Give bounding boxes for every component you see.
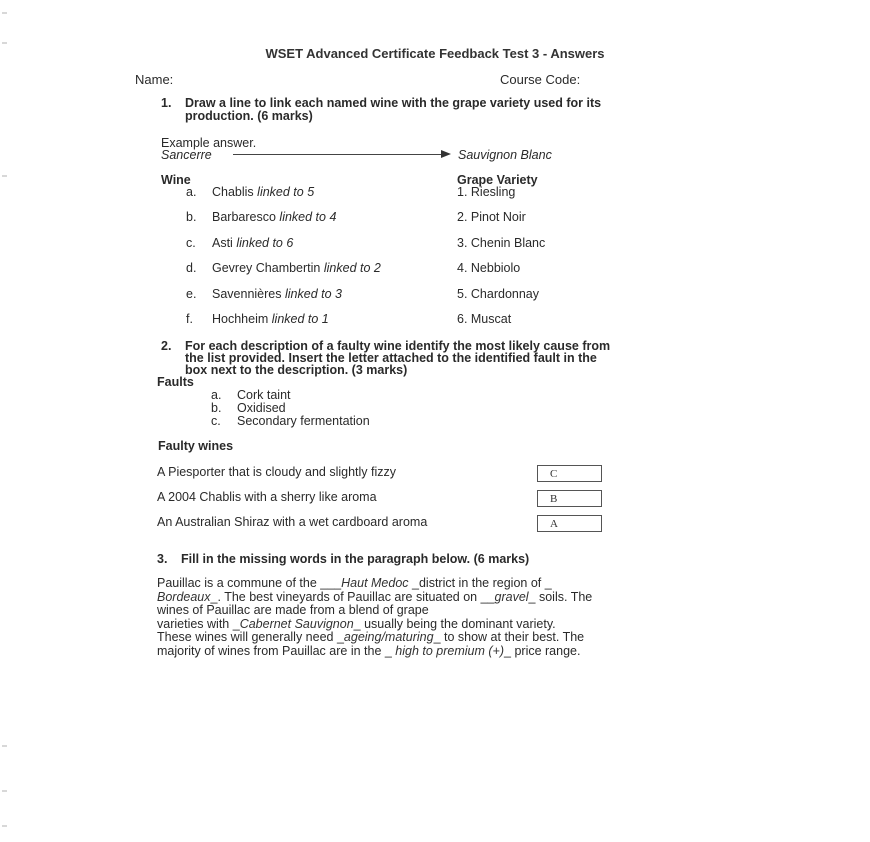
paragraph-text: _ soils. The xyxy=(528,589,593,604)
grape-item: 6. Muscat xyxy=(457,312,512,326)
faulty-wines-header: Faulty wines xyxy=(158,439,234,453)
filled-answer: Bordeaux xyxy=(157,589,211,604)
wine-letter: b. xyxy=(186,210,197,224)
filled-answer: Haut Medoc xyxy=(341,576,413,590)
filled-answer: ageing/maturing xyxy=(343,630,434,645)
faulty-wine-description: A 2004 Chablis with a sherry like aroma xyxy=(157,490,377,504)
wine-item xyxy=(186,236,293,250)
answer-box: C xyxy=(537,465,602,482)
paragraph-text: Pauillac is a commune of the ___ xyxy=(157,576,342,590)
wine-item xyxy=(186,287,342,301)
wine-item xyxy=(186,185,314,199)
q3-number: 3. xyxy=(157,552,168,566)
wine-name: Barbaresco xyxy=(212,210,276,224)
paragraph-text: varieties with _ xyxy=(157,616,240,631)
course-code-label: Course Code: xyxy=(500,72,581,87)
document-title: WSET Advanced Certificate Feedback Test 3 - Answers xyxy=(265,46,605,61)
scan-artifact xyxy=(2,175,7,177)
paragraph-text: majority of wines from Pauillac are in the _ xyxy=(157,643,396,658)
wine-header: Wine xyxy=(161,173,191,187)
q1-heading xyxy=(161,96,601,110)
fault-item xyxy=(211,401,286,415)
wine-letter: e. xyxy=(186,287,197,301)
q2-number: 2. xyxy=(161,339,172,353)
wine-link: linked to 5 xyxy=(257,185,315,199)
wine-item xyxy=(186,312,329,326)
answer-box: B xyxy=(537,490,602,507)
faulty-wine-description: An Australian Shiraz with a wet cardboard aroma xyxy=(157,515,428,529)
wine-name: Gevrey Chambertin xyxy=(212,261,321,275)
scan-artifact xyxy=(2,825,7,827)
scan-artifact xyxy=(2,790,7,792)
answer-box: A xyxy=(537,515,602,532)
paragraph-text: _district in the region of _ xyxy=(412,576,552,590)
scan-artifact xyxy=(2,12,7,14)
paragraph-text: These wines will generally need _ xyxy=(157,630,344,645)
faulty-wine-description: A Piesporter that is cloudy and slightly fizzy xyxy=(157,465,397,479)
q3-heading xyxy=(157,552,529,566)
example-wine: Sancerre xyxy=(161,148,212,162)
fault-name: Cork taint xyxy=(237,388,291,402)
arrow-right-icon xyxy=(441,150,451,158)
wine-item xyxy=(186,210,336,224)
paragraph-text: _. The best vineyards of Pauillac are situated on __ xyxy=(210,589,495,604)
wine-link: linked to 6 xyxy=(236,236,294,250)
fault-name: Oxidised xyxy=(237,401,286,415)
wine-letter: a. xyxy=(186,185,197,199)
q2-line1: For each description of a faulty wine identify the most likely cause from xyxy=(185,339,611,353)
wine-link: linked to 1 xyxy=(271,312,329,326)
grape-item: 2. Pinot Noir xyxy=(457,210,526,224)
q3-answer-paragraph xyxy=(157,577,737,659)
fault-item xyxy=(211,388,291,402)
wine-link: linked to 2 xyxy=(323,261,381,275)
wine-link: linked to 3 xyxy=(284,287,342,301)
fault-letter: b. xyxy=(211,401,222,415)
q3-instruction: Fill in the missing words in the paragraph below. (6 marks) xyxy=(181,552,530,566)
fault-item xyxy=(211,414,370,428)
wine-name: Asti xyxy=(212,236,233,250)
paragraph-text: _ usually being the dominant variety. xyxy=(353,616,556,631)
wine-letter: f. xyxy=(186,312,193,326)
grape-item: 4. Nebbiolo xyxy=(457,261,521,275)
grape-item: 1. Riesling xyxy=(457,185,516,199)
filled-answer: Cabernet Sauvignon xyxy=(239,616,354,631)
scan-artifact xyxy=(2,745,7,747)
grape-item: 3. Chenin Blanc xyxy=(457,236,546,250)
wine-letter: c. xyxy=(186,236,196,250)
filled-answer: high to premium (+) xyxy=(395,643,505,658)
fault-letter: c. xyxy=(211,414,221,428)
q2-line2: the list provided. Insert the letter attached to the identified fault in the xyxy=(185,351,597,365)
wine-letter: d. xyxy=(186,261,197,275)
filled-answer: gravel xyxy=(494,589,529,604)
fault-name: Secondary fermentation xyxy=(237,414,370,428)
wine-name: Hochheim xyxy=(212,312,269,326)
paragraph-text: _ price range. xyxy=(504,643,581,658)
wine-item xyxy=(186,261,381,275)
fault-letter: a. xyxy=(211,388,222,402)
q2-line3: box next to the description. (3 marks) xyxy=(185,363,408,377)
faults-header: Faults xyxy=(157,375,194,389)
paragraph-text: wines of Pauillac are made from a blend of grape xyxy=(157,603,429,618)
grape-header: Grape Variety xyxy=(457,173,538,187)
example-label: Example answer. xyxy=(161,136,257,150)
scan-artifact xyxy=(2,42,7,44)
paragraph-text: _ to show at their best. The xyxy=(433,630,585,645)
name-label: Name: xyxy=(135,72,174,87)
grape-item: 5. Chardonnay xyxy=(457,287,540,301)
q1-line1: Draw a line to link each named wine with the grape variety used for its xyxy=(185,96,602,110)
wine-name: Savennières xyxy=(212,287,282,301)
wine-link: linked to 4 xyxy=(279,210,337,224)
wine-name: Chablis xyxy=(212,185,254,199)
q1-number: 1. xyxy=(161,96,172,110)
example-grape: Sauvignon Blanc xyxy=(458,148,552,162)
q1-line2: production. (6 marks) xyxy=(185,109,313,123)
example-arrow-line xyxy=(233,154,443,155)
